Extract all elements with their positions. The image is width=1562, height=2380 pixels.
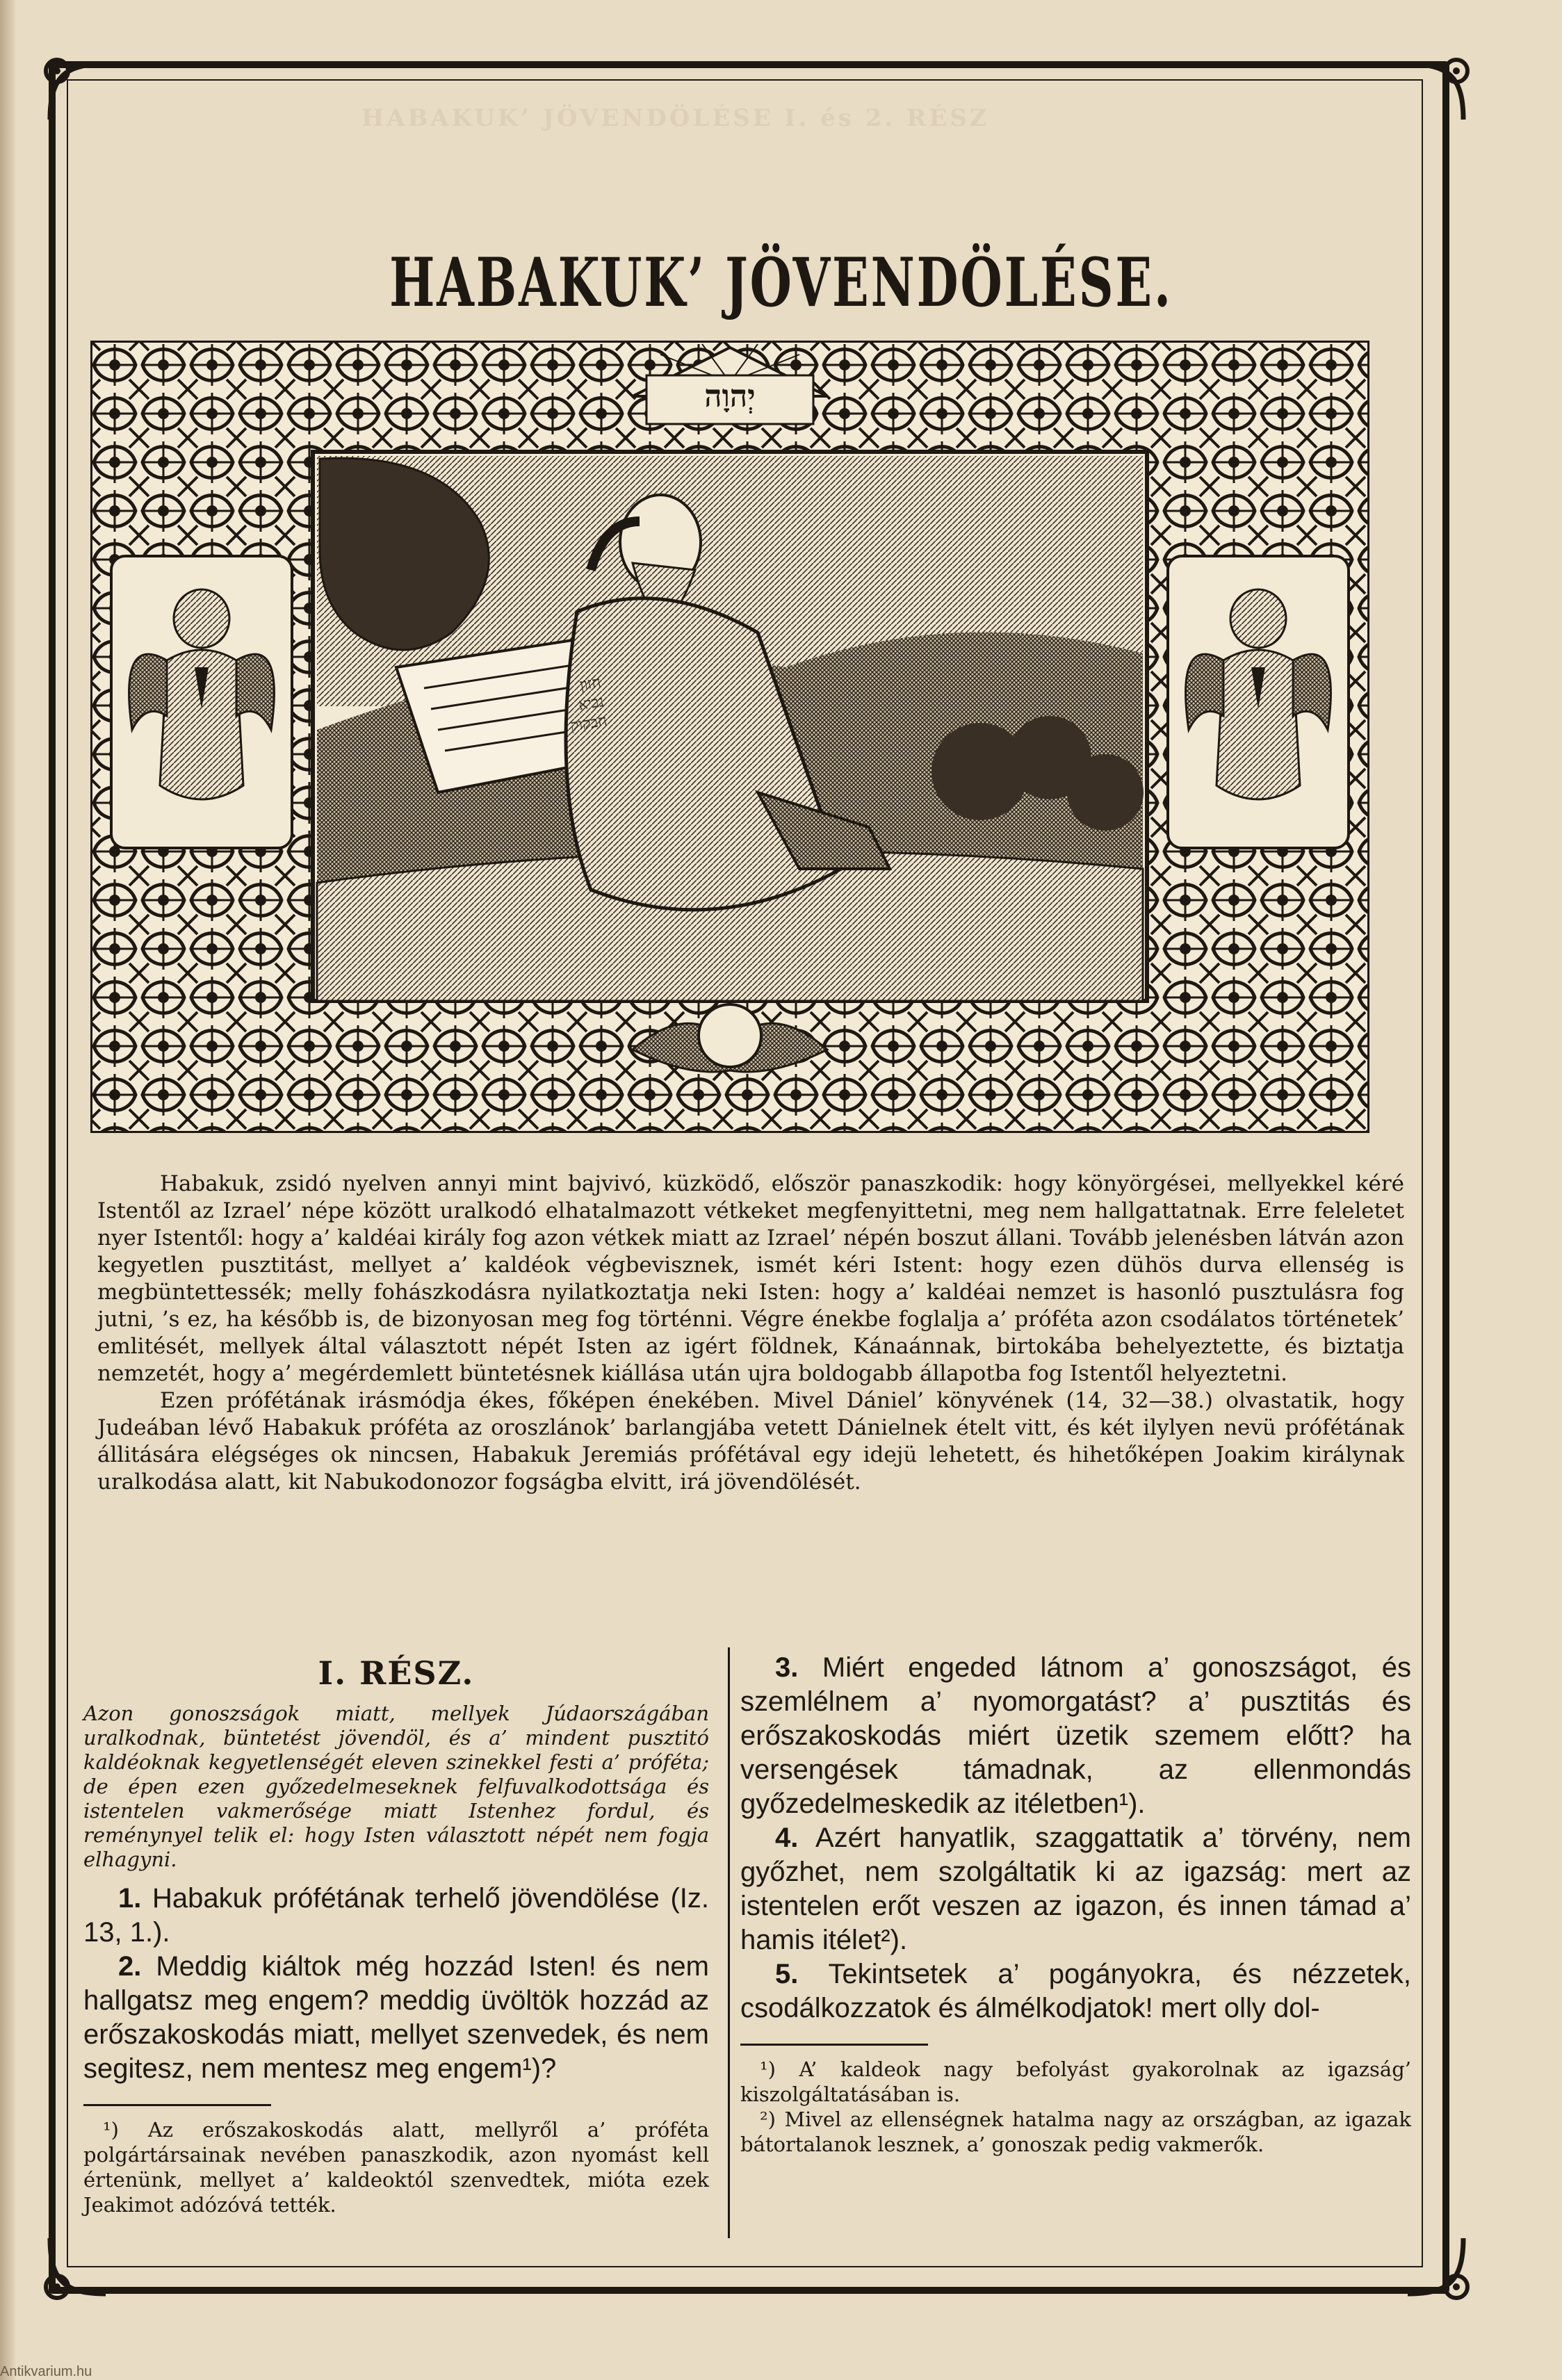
corner-flourish-bottom-left bbox=[36, 2224, 120, 2308]
footnote: ¹) Az erőszakoskodás alatt, mellyről a’ próféta polgártársainak nevében panaszkodik, azon nyomást kell értenünk, mellyet a’ kaldeoktól szenvedtek, mióta ezek Jeakimot adózóvá tették. bbox=[83, 2118, 709, 2217]
verse-3 bbox=[740, 1651, 1411, 1821]
intro-text bbox=[97, 1171, 1404, 1496]
footnote: ¹) A’ kaldeok nagy befolyást gyakorolnak az igazság’ kiszolgáltatásában is. bbox=[740, 2057, 1411, 2106]
footnote: ²) Mivel az ellenségnek hatalma nagy az országban, az igazak bátortalanok lesznek, a’ gonoszak pedig vakmerők. bbox=[740, 2108, 1411, 2156]
left-column bbox=[83, 1647, 709, 2217]
verse-4 bbox=[740, 1821, 1411, 1957]
verse-number: 2. bbox=[118, 1951, 142, 1982]
verse-text: Azért hanyatlik, szaggattatik a’ törvény, nem győzhet, nem szolgáltatik ki az igazság: mert az istentelen erőt veszen az igazon, és innen támad a’ hamis itélet²). bbox=[740, 1823, 1411, 1955]
scroll-line: חבקוק bbox=[569, 712, 608, 735]
divine-name-label: יְהוָה bbox=[704, 379, 756, 414]
verse-text: Miért engeded látnom a’ gonoszságot, és szemlélnem a’ nyomorgatást? a’ pusztitás és erőszakoskodás miért üzetik szemem előtt? ha versengések támadnak, az ellenmondás győzedelmeskedik az itéletben¹). bbox=[740, 1652, 1411, 1819]
footnote-rule bbox=[83, 2104, 271, 2106]
bleed-through-text: HABAKUK’ JÖVENDÖLÉSE I. és 2. RÉSZ bbox=[361, 104, 990, 132]
verse-number: 4. bbox=[775, 1823, 799, 1853]
book-spine-shadow bbox=[0, 0, 15, 2380]
verse-text: Meddig kiáltok még hozzád Isten! és nem hallgatsz meg engem? meddig üvöltök hozzád az erőszakoskodás miatt, mellyet szenvedek, és nem segitesz, nem mentesz meg engem¹)? bbox=[83, 1951, 709, 2084]
corner-flourish-top-left bbox=[36, 50, 120, 133]
intro-paragraph-2: Ezen prófétának irásmódja ékes, főképen énekében. Mivel Dániel’ könyvének (14, 32—38.) olvastatik, hogy Judeában lévő Habakuk próféta az oroszlánok’ barlangjába vetett Dánielnek ételt vitt, és két ilylyen nevü prófétának állitására elégséges ok nincsen, Habakuk Jeremiás prófétával egy idejü lehetett, és hihetőképen Joakim királynak uralkodása alatt, kit Nabukodonozor fogságba elvitt, irá jövendölését. bbox=[97, 1388, 1404, 1494]
corner-flourish-bottom-right bbox=[1394, 2224, 1477, 2308]
right-column bbox=[740, 1651, 1411, 2157]
watermark: Antikvarium.hu bbox=[0, 2364, 92, 2379]
chapter-summary: Azon gonoszságok miatt, mellyek Júdaországában uralkodnak, büntetést jövendöl, és a’ mindent pusztitó kaldéoknak kegyetlenségét eleven szinekkel festi a’ próféta; de épen ezen győzedelmeseknek felfuvalkodottsága és istentelen vakmerősége miatt Istenhez fordul, és reménynyel telik el: hogy Isten választott népét nem fogja elhagyni. bbox=[83, 1702, 709, 1871]
page-title: HABAKUK’ JÖVENDÖLÉSE. bbox=[389, 243, 1173, 322]
verse-2 bbox=[83, 1950, 709, 2086]
intro-paragraph-1: Habakuk, zsidó nyelven annyi mint bajvivó, küzködő, először panaszkodik: hogy könyörgései, mellyekkel kéré Istentől az Izrael’ népe között uralkodó elhatalmazott vétkeket megfenyittetni, meg nem hallgattatnak. Erre feleletet nyer Istentől: hogy a’ kaldéai király fog azon vétkek miatt az Izrael’ népén boszut állani. Tovább jelenésben látván azon kegyetlen pusztitást, mellyet a’ kaldéok végbevisznek, ismét kéri Istent: hogy ezen dühös durva ellenség is megbüntettessék; melly fohászkodásra nyilatkoztatja neki Isten: hogy a’ kaldéai nemzet is hasonló pusztulásra fog jutni, ’s ez, ha később is, de bizonyosan meg fog történni. Végre énekbe foglalja a’ próféta azon csodálatos történetek’ emlitését, mellyek által választott népét Isten az igért földnek, Kánaánnak, birtokába behelyeztette, és biztatja nemzetét, hogy a’ megérdemlett büntetésnek kiállása után ujra boldogabb állapotba fog Istentől helyeztetni. bbox=[97, 1171, 1404, 1386]
footnote-rule bbox=[740, 2044, 928, 2046]
column-divider bbox=[728, 1647, 730, 2238]
engraving-illustration bbox=[90, 341, 1369, 1133]
scroll-line: חזון bbox=[578, 674, 603, 694]
verse-1 bbox=[83, 1882, 709, 1950]
corner-flourish-top-right bbox=[1394, 50, 1477, 133]
verse-number: 1. bbox=[118, 1883, 142, 1914]
verse-number: 3. bbox=[775, 1652, 799, 1683]
verse-text: Tekintsetek a’ pogányokra, és nézzetek, csodálkozzatok és álmélkodjatok! mert olly dol- bbox=[740, 1959, 1411, 2023]
part-title: I. RÉSZ. bbox=[318, 1654, 475, 1692]
verse-number: 5. bbox=[775, 1959, 799, 1989]
verse-5 bbox=[740, 1957, 1411, 2026]
scroll-line: נביא bbox=[577, 692, 605, 715]
verse-text: Habakuk prófétának terhelő jövendölése (Iz. 13, 1.). bbox=[83, 1883, 709, 1948]
